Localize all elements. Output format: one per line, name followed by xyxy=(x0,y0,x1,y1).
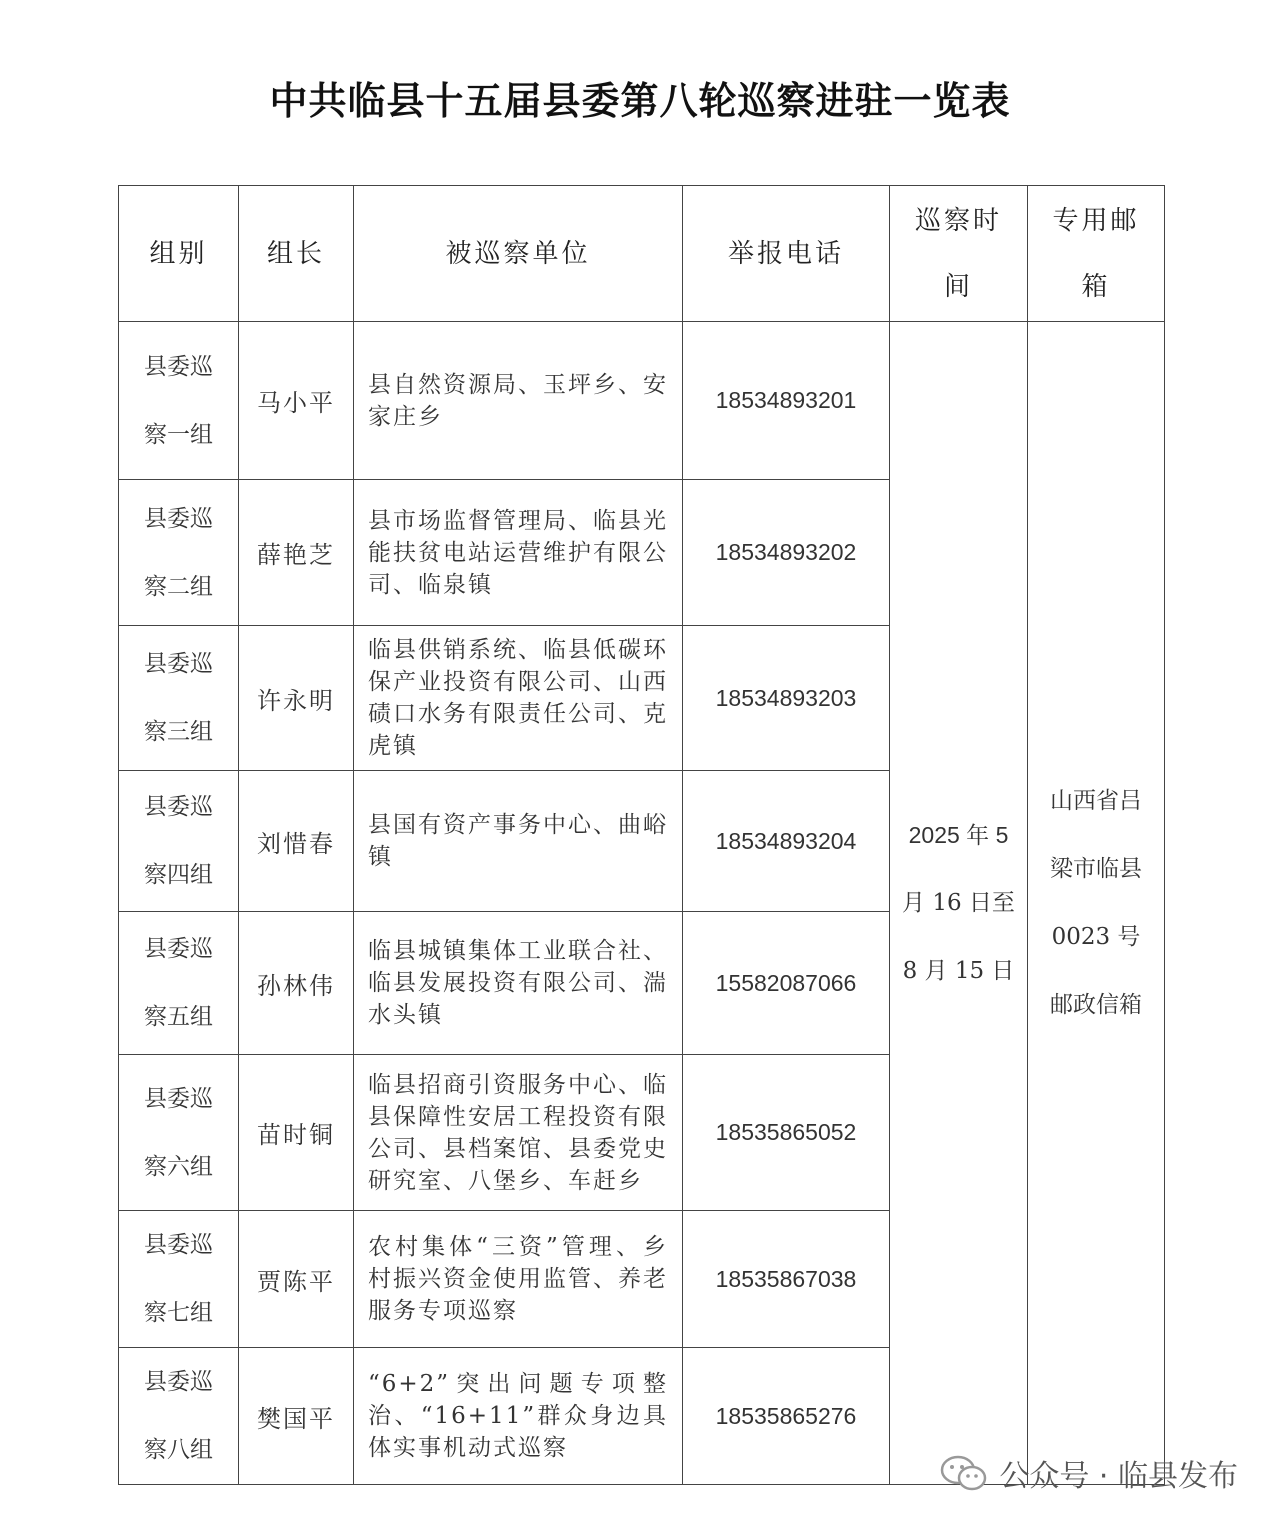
header-leader: 组长 xyxy=(239,186,354,322)
phone-cell: 18534893202 xyxy=(683,480,890,626)
unit-cell: 临县招商引资服务中心、临县保障性安居工程投资有限公司、县档案馆、县委党史研究室、八堡乡、车赶乡 xyxy=(354,1055,683,1211)
header-group: 组别 xyxy=(119,186,239,322)
leader-cell: 薛艳芝 xyxy=(239,480,354,626)
leader-cell: 刘惜春 xyxy=(239,771,354,912)
header-unit: 被巡察单位 xyxy=(354,186,683,322)
phone-cell: 15582087066 xyxy=(683,912,890,1055)
wechat-icon xyxy=(939,1453,989,1493)
phone-cell: 18534893203 xyxy=(683,626,890,771)
group-cell: 县委巡 察六组 xyxy=(119,1055,239,1211)
unit-cell: 县自然资源局、玉坪乡、安家庄乡 xyxy=(354,322,683,480)
unit-cell: 县市场监督管理局、临县光能扶贫电站运营维护有限公司、临泉镇 xyxy=(354,480,683,626)
group-cell: 县委巡 察三组 xyxy=(119,626,239,771)
group-cell: 县委巡 察七组 xyxy=(119,1211,239,1348)
header-period: 巡察时 间 xyxy=(890,186,1028,322)
wechat-watermark xyxy=(939,1451,1238,1495)
unit-cell: 农村集体“三资”管理、乡村振兴资金使用监管、养老服务专项巡察 xyxy=(354,1211,683,1348)
period-cell: 2025 年 5 月 16 日至 8 月 15 日 xyxy=(890,322,1028,1485)
leader-cell: 苗时铜 xyxy=(239,1055,354,1211)
header-phone: 举报电话 xyxy=(683,186,890,322)
group-cell: 县委巡 察五组 xyxy=(119,912,239,1055)
table-row xyxy=(119,322,1165,480)
phone-cell: 18535865276 xyxy=(683,1348,890,1485)
unit-cell: 临县供销系统、临县低碳环保产业投资有限公司、山西碛口水务有限责任公司、克虎镇 xyxy=(354,626,683,771)
watermark-text: 公众号 · 临县发布 xyxy=(999,1459,1238,1494)
unit-cell: 临县城镇集体工业联合社、临县发展投资有限公司、湍水头镇 xyxy=(354,912,683,1055)
leader-cell: 许永明 xyxy=(239,626,354,771)
header-row xyxy=(119,186,1165,322)
unit-cell: “6+2”突出问题专项整治、“16+11”群众身边具体实事机动式巡察 xyxy=(354,1348,683,1485)
phone-cell: 18534893201 xyxy=(683,322,890,480)
group-cell: 县委巡 察四组 xyxy=(119,771,239,912)
phone-cell: 18534893204 xyxy=(683,771,890,912)
group-cell: 县委巡 察八组 xyxy=(119,1348,239,1485)
leader-cell: 马小平 xyxy=(239,322,354,480)
page-title: 中共临县十五届县委第八轮巡察进驻一览表 xyxy=(269,78,1011,123)
unit-cell: 县国有资产事务中心、曲峪镇 xyxy=(354,771,683,912)
group-cell: 县委巡 察一组 xyxy=(119,322,239,480)
leader-cell: 樊国平 xyxy=(239,1348,354,1485)
leader-cell: 孙林伟 xyxy=(239,912,354,1055)
email-cell: 山西省吕 梁市临县 0023 号 邮政信箱 xyxy=(1028,322,1165,1485)
leader-cell: 贾陈平 xyxy=(239,1211,354,1348)
group-cell: 县委巡 察二组 xyxy=(119,480,239,626)
phone-cell: 18535867038 xyxy=(683,1211,890,1348)
phone-cell: 18535865052 xyxy=(683,1055,890,1211)
patrol-table xyxy=(118,185,1165,1485)
header-email: 专用邮 箱 xyxy=(1028,186,1165,322)
